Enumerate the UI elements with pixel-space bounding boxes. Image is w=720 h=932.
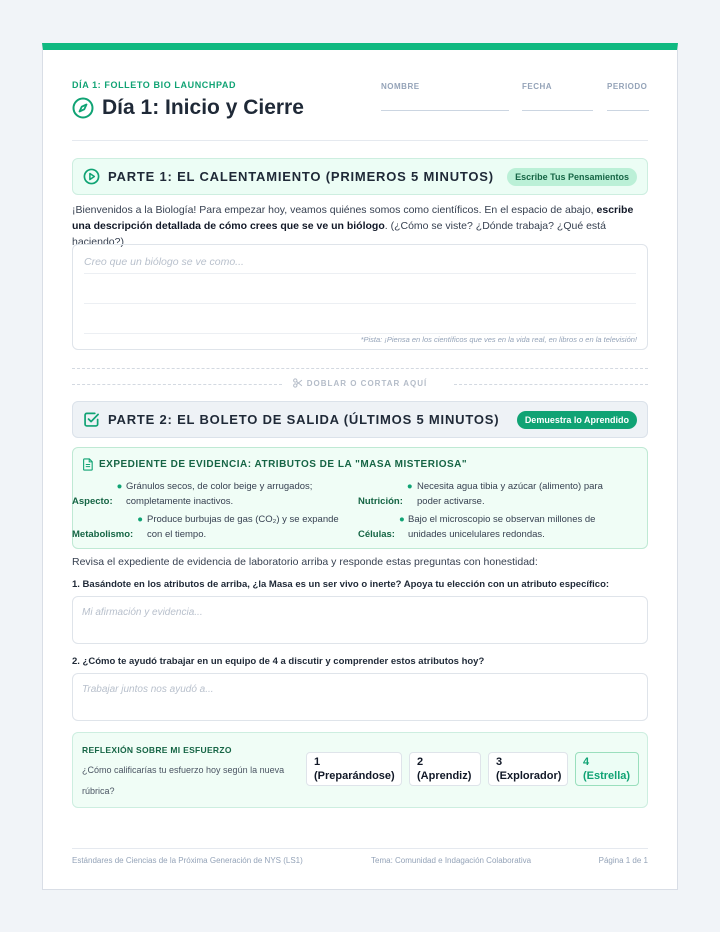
writing-rule — [84, 303, 636, 304]
rating-option-number: 2 — [417, 756, 424, 768]
period-field-line[interactable] — [607, 110, 649, 111]
reflection-title: REFLEXIÓN SOBRE MI ESFUERZO — [82, 745, 232, 755]
student-info-fields — [381, 82, 648, 112]
date-field[interactable] — [522, 82, 552, 91]
attribute-text: Necesita agua tibia y azúcar (alimento) para poder activarse. — [417, 481, 603, 507]
attribute-text: Produce burbujas de gas (CO₂) y se expande con el tiempo. — [147, 514, 339, 540]
footer-theme: Tema: Comunidad e Indagación Colaborativa — [371, 856, 532, 865]
rating-option-number: 3 — [496, 756, 503, 768]
rating-option-number: 1 — [314, 756, 321, 768]
attribute-name: Nutrición: — [358, 496, 403, 507]
rating-option-label: (Aprendiz) — [417, 770, 472, 782]
period-field[interactable] — [607, 82, 647, 91]
rating-option-label: (Preparándose) — [314, 770, 395, 782]
part2-header — [72, 401, 648, 438]
part1-hint: *Pista: ¡Piensa en los científicos que ves en la vida real, en libros o en la televisión! — [360, 335, 637, 344]
part1-title: PARTE 1: EL CALENTAMIENTO (PRIMEROS 5 MINUTOS) — [108, 169, 494, 184]
answer-1-placeholder: Mi afirmación y evidencia... — [82, 607, 203, 618]
footer-page-number: Página 1 de 1 — [598, 856, 648, 865]
part2-title: PARTE 2: EL BOLETO DE SALIDA (ÚLTIMOS 5 MINUTOS) — [108, 412, 500, 427]
cut-dash — [72, 384, 282, 385]
rating-option-label: (Estrella) — [583, 770, 631, 782]
attribute-name: Células: — [358, 529, 395, 540]
answer-1-box[interactable] — [72, 596, 648, 644]
attribute-appearance: ● Aspecto: Gránulos secos, de color beige y arrugados; completamente inactivos. — [82, 479, 342, 509]
evidence-file — [72, 447, 648, 549]
cut-label — [293, 378, 427, 388]
rating-option-4[interactable] — [575, 752, 639, 786]
part1-intro: ¡Bienvenidos a la Biología! Para empezar hoy, veamos quiénes somos como científicos. En el espacio de abajo, escribe una descripción detallada de cómo crees que se ve un biólogo. (¿Cómo se viste? ¿Dónde trabaja? ¿Qué está haciendo?) — [72, 204, 634, 248]
effort-reflection — [72, 732, 648, 808]
rating-option-2[interactable] — [409, 752, 481, 786]
reflection-question: ¿Cómo calificarías tu esfuerzo hoy según la nueva rúbrica? — [82, 765, 285, 796]
part1-badge: Escribe Tus Pensamientos — [507, 168, 637, 186]
question-1: 1. Basándote en los atributos de arriba, ¿la Masa es un ser vivo o inerte? Apoya tu elección con un atributo específico: — [72, 579, 610, 590]
page-title: Día 1: Inicio y Cierre — [102, 96, 304, 119]
scissors-icon — [293, 378, 303, 388]
checkbox-icon — [83, 411, 100, 428]
rating-option-3[interactable] — [488, 752, 568, 786]
date-field-line[interactable] — [522, 110, 593, 111]
part1-header — [72, 158, 648, 195]
evidence-header — [82, 458, 467, 471]
rating-option-number: 4 — [583, 756, 590, 768]
answer-2-box[interactable] — [72, 673, 648, 721]
name-field-label: NOMBRE — [381, 82, 420, 91]
rating-option-1[interactable] — [306, 752, 402, 786]
writing-rule — [84, 333, 636, 334]
exit-ticket-prompt: Revisa el expediente de evidencia de laboratorio arriba y responde estas preguntas con honestidad: — [72, 556, 538, 568]
compass-icon — [72, 97, 94, 119]
footer-divider — [72, 848, 648, 849]
period-field-label: PERIODO — [607, 82, 648, 91]
answer-2-placeholder: Trabajar juntos nos ayudó a... — [82, 684, 214, 695]
document-icon — [82, 458, 94, 471]
eyebrow-label: DÍA 1: FOLLETO BIO LAUNCHPAD — [72, 80, 237, 90]
evidence-title: EXPEDIENTE DE EVIDENCIA: ATRIBUTOS DE LA "MASA MISTERIOSA" — [99, 459, 468, 470]
worksheet-page — [42, 43, 678, 890]
header-divider — [72, 140, 648, 141]
cut-dash — [72, 368, 648, 369]
name-field[interactable] — [381, 82, 420, 91]
cut-label-text: DOBLAR O CORTAR AQUÍ — [306, 378, 428, 388]
attribute-text: Bajo el microscopio se observan millones de unidades unicelulares redondas. — [408, 514, 596, 540]
cut-line — [72, 368, 648, 386]
attribute-cells: ● Células: Bajo el microscopio se observan millones de unidades unicelulares redondas. — [368, 512, 628, 542]
biologist-description-box[interactable] — [72, 244, 648, 350]
attribute-nutrition: ● Nutrición: Necesita agua tibia y azúcar (alimento) para poder activarse. — [368, 479, 628, 509]
date-field-label: FECHA — [522, 82, 553, 91]
title-row — [72, 96, 304, 120]
writing-rule — [84, 273, 636, 274]
play-circle-icon — [83, 168, 100, 185]
name-field-line[interactable] — [381, 110, 509, 111]
attribute-text: Gránulos secos, de color beige y arrugados; completamente inactivos. — [126, 481, 313, 507]
rating-option-label: (Explorador) — [496, 770, 562, 782]
attribute-name: Metabolismo: — [72, 529, 134, 540]
cut-dash — [454, 384, 648, 385]
attribute-name: Aspecto: — [72, 496, 113, 507]
biologist-description-placeholder: Creo que un biólogo se ve como... — [84, 256, 244, 268]
attribute-metabolism: ● Metabolismo: Produce burbujas de gas (CO₂) y se expande con el tiempo. — [82, 512, 342, 542]
question-2: 2. ¿Cómo te ayudó trabajar en un equipo de 4 a discutir y comprender estos atributos hoy? — [72, 656, 485, 667]
part2-badge: Demuestra lo Aprendido — [517, 411, 637, 429]
footer-standards: Estándares de Ciencias de la Próxima Generación de NYS (LS1) — [72, 856, 303, 865]
